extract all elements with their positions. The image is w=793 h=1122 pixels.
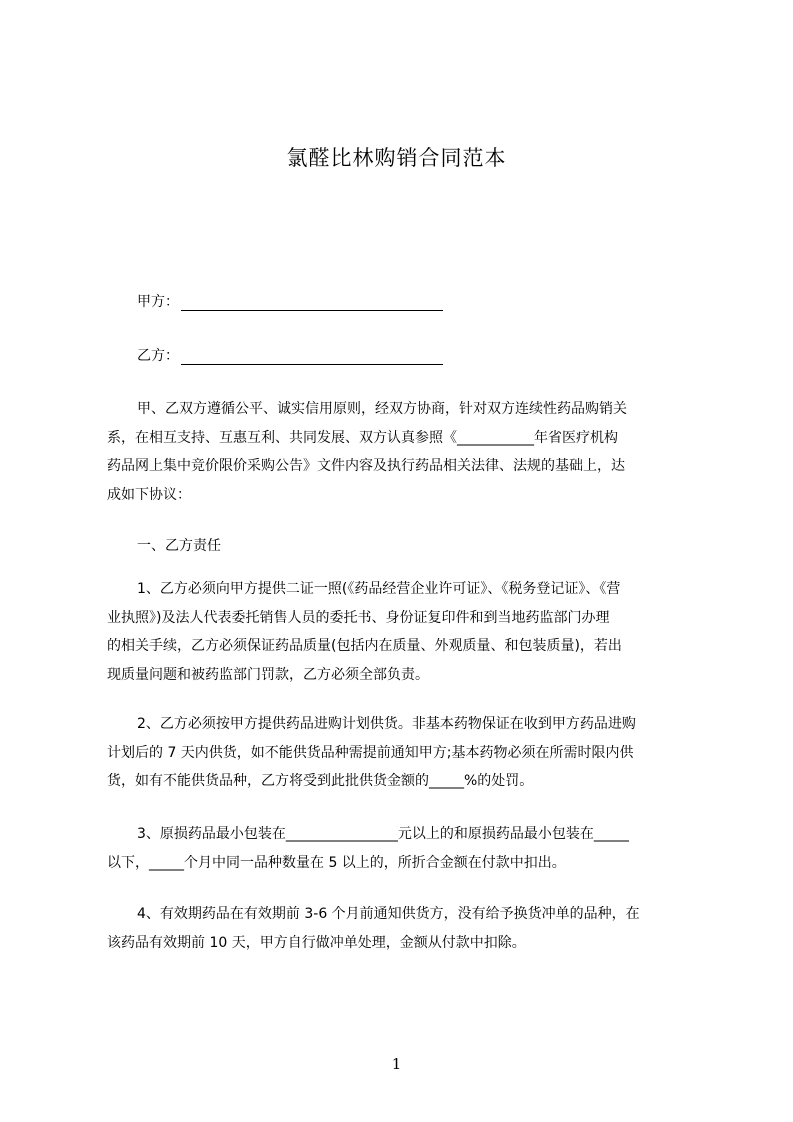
party-b-blank-line bbox=[181, 348, 443, 365]
paragraph-line: 2、乙方必须按甲方提供药品进购计划供货。非基本药物保证在收到甲方药品进购 bbox=[137, 716, 636, 732]
paragraph-line: 成如下协议： bbox=[107, 486, 191, 503]
paragraph-line: 4、有效期药品在有效期前 3-6 个月前通知供货方，没有给予换货冲单的品种，在 bbox=[137, 906, 640, 922]
paragraph-line: 系，在相互支持、互惠互利、共同发展、双方认真参照《___________年省医疗机构 bbox=[107, 429, 618, 446]
paragraph-line: 的相关手续，乙方必须保证药品质量(包括内在质量、外观质量、和包装质量)，若出 bbox=[107, 638, 622, 654]
party-a-blank-line bbox=[181, 294, 443, 311]
party-b-field bbox=[137, 345, 443, 365]
page-number: 1 bbox=[391, 1055, 402, 1073]
clause-3-paragraph bbox=[107, 820, 699, 877]
clause-4-paragraph bbox=[107, 900, 699, 957]
paragraph-line: 1、乙方必须向甲方提供二证一照(《药品经营企业许可证》、《税务登记证》、《营 bbox=[137, 581, 621, 597]
paragraph-line: 现质量问题和被药监部门罚款，乙方必须全部负责。 bbox=[107, 666, 429, 683]
paragraph-line: 货，如有不能供货品种，乙方将受到此批供货金额的_____%的处罚。 bbox=[107, 773, 534, 789]
party-b-label: 乙方： bbox=[137, 348, 179, 364]
paragraph-line: 以下，_____个月中同一品种数量在 5 以上的，所折合金额在付款中扣出。 bbox=[107, 854, 566, 871]
section-heading: 一、乙方责任 bbox=[137, 538, 221, 554]
paragraph-line: 业执照》)及法人代表委托销售人员的委托书、身份证复印件和到当地药监部门办理 bbox=[107, 609, 610, 626]
clause-1-paragraph bbox=[107, 575, 699, 689]
document-title: 氯醛比林购销合同范本 bbox=[286, 146, 507, 170]
party-a-field bbox=[137, 291, 443, 311]
paragraph-line: 该药品有效期前 10 天，甲方自行做冲单处理，金额从付款中扣除。 bbox=[107, 934, 526, 951]
intro-paragraph bbox=[107, 395, 699, 509]
paragraph-line: 药品网上集中竞价限价采购公告》文件内容及执行药品相关法律、法规的基础上，达 bbox=[107, 458, 625, 474]
paragraph-line: 3、原损药品最小包装在________________元以上的和原损药品最小包装在_____ bbox=[137, 826, 629, 842]
clause-2-paragraph bbox=[107, 710, 699, 796]
party-a-label: 甲方： bbox=[137, 294, 179, 310]
paragraph-line: 计划后的 7 天内供货，如不能供货品种需提前通知甲方;基本药物必须在所需时限内供 bbox=[107, 744, 634, 761]
paragraph-line: 甲、乙双方遵循公平、诚实信用原则，经双方协商，针对双方连续性药品购销关 bbox=[137, 401, 627, 417]
